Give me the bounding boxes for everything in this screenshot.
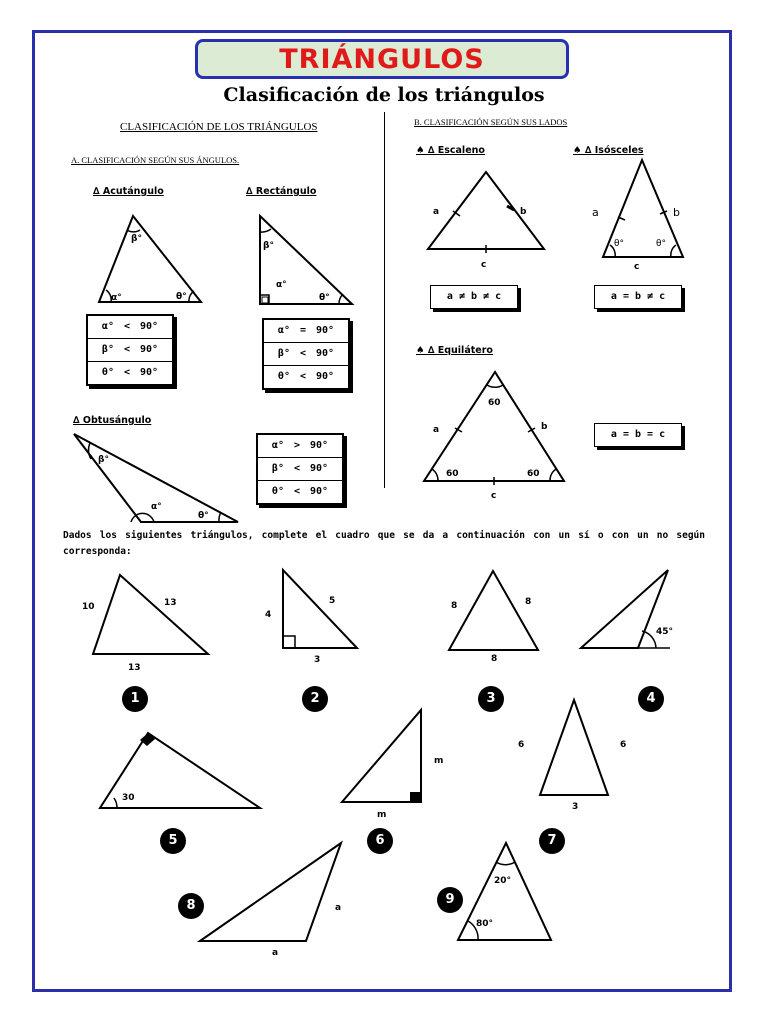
side-label: 8: [525, 597, 532, 607]
angle-label: α°: [151, 502, 162, 512]
side-label: 3: [572, 802, 579, 812]
angle-label: 80°: [476, 919, 494, 929]
exercise-triangle-6: [342, 710, 421, 802]
angle-label: 20°: [494, 876, 512, 886]
obtusangulo-label: ∆ Obtusángulo: [73, 415, 152, 426]
angle-label: 60: [527, 469, 540, 479]
angle-label: θ°: [614, 239, 625, 249]
side-label: m: [377, 810, 387, 820]
section-a-heading: A. CLASIFICACIÓN SEGÚN SUS ÁNGULOS.: [71, 155, 240, 165]
angle-label: θ°: [319, 293, 330, 303]
side-label: 13: [128, 663, 141, 673]
exercise-triangle-9: [458, 843, 551, 940]
side-label: 3: [314, 655, 321, 665]
angle-label: θ°: [656, 239, 667, 249]
number-badge-1: 1: [122, 686, 148, 712]
number-badge-5: 5: [160, 828, 186, 854]
angle-label: α°: [276, 280, 287, 290]
side-label: a: [433, 425, 440, 435]
page-subtitle: Clasificación de los triángulos: [223, 84, 545, 106]
table-row: α° > 90°: [258, 435, 342, 458]
angle-label: α°: [111, 293, 122, 303]
side-label: a: [592, 206, 599, 219]
right-angle-marker: [140, 733, 155, 746]
side-label: b: [541, 422, 548, 432]
exercise-triangle-4: [581, 570, 668, 648]
equilatero-relation: a = b = c: [594, 423, 682, 447]
acutangulo-label: ∆ Acutángulo: [93, 186, 164, 197]
number-badge-4: 4: [638, 686, 664, 712]
side-label: a: [335, 903, 342, 913]
side-label: m: [434, 756, 444, 766]
isosceles-relation: a = b ≠ c: [594, 285, 682, 309]
right-angle-marker: [410, 792, 421, 802]
side-label: 5: [329, 596, 336, 606]
side-label: a: [272, 948, 279, 958]
table-row: θ° < 90°: [271, 486, 329, 497]
side-label: 6: [518, 740, 525, 750]
escaleno-label: ♠ ∆ Escaleno: [416, 145, 485, 156]
side-label: b: [520, 207, 527, 217]
number-badge-3: 3: [478, 686, 504, 712]
number-badge-6: 6: [367, 828, 393, 854]
table-row: θ° < 90°: [277, 371, 335, 382]
rectangulo-triangle: [260, 216, 352, 304]
number-badge-2: 2: [302, 686, 328, 712]
side-label: a: [433, 207, 440, 217]
rectangulo-label: ∆ Rectángulo: [246, 186, 317, 197]
angle-label: 60: [488, 398, 501, 408]
acutangulo-triangle: [99, 216, 201, 302]
exercise-triangle-3: [449, 571, 538, 650]
exercise-triangle-1: [93, 575, 208, 654]
equilatero-label: ♠ ∆ Equilátero: [416, 345, 493, 356]
angle-label: 60: [446, 469, 459, 479]
side-label: c: [481, 260, 487, 270]
side-label: b: [673, 206, 680, 219]
angle-label: θ°: [198, 511, 209, 521]
side-label: c: [491, 491, 497, 501]
table-row: β° < 90°: [264, 343, 348, 366]
exercise-triangle-8: [200, 843, 341, 941]
number-badge-7: 7: [539, 828, 565, 854]
exercise-instruction: Dados los siguientes triángulos, complete el cuadro que se da a continuación con un sí o con un no según corresponda:: [63, 530, 705, 557]
table-row: α° = 90°: [264, 320, 348, 343]
exercise-triangle-7: [540, 700, 608, 795]
side-label: 13: [164, 598, 177, 608]
angle-label: β°: [131, 234, 142, 244]
side-label: 8: [491, 654, 498, 664]
left-heading: CLASIFICACIÓN DE LOS TRIÁNGULOS: [120, 121, 318, 133]
side-label: 4: [265, 610, 272, 620]
angle-label: θ°: [176, 292, 187, 302]
number-badge-9: 9: [437, 887, 463, 913]
table-row: α° < 90°: [88, 316, 172, 339]
angle-label: β°: [98, 455, 109, 465]
page-title: TRIÁNGULOS: [279, 44, 485, 75]
isosceles-label: ♠ ∆ Isósceles: [573, 145, 644, 156]
number-badge-8: 8: [178, 893, 204, 919]
angle-label: 30: [122, 793, 135, 803]
angle-label: β°: [263, 241, 274, 251]
side-label: 10: [82, 602, 95, 612]
table-row: β° < 90°: [258, 458, 342, 481]
side-label: c: [634, 262, 640, 272]
escaleno-triangle: [428, 172, 544, 249]
side-label: 8: [451, 601, 458, 611]
angle-label: 45°: [656, 627, 674, 637]
section-b-heading: B. CLASIFICACIÓN SEGÚN SUS LADOS: [414, 117, 568, 127]
table-row: β° < 90°: [88, 339, 172, 362]
table-row: θ° < 90°: [101, 367, 159, 378]
escaleno-relation: a ≠ b ≠ c: [430, 285, 518, 309]
side-label: 6: [620, 740, 627, 750]
